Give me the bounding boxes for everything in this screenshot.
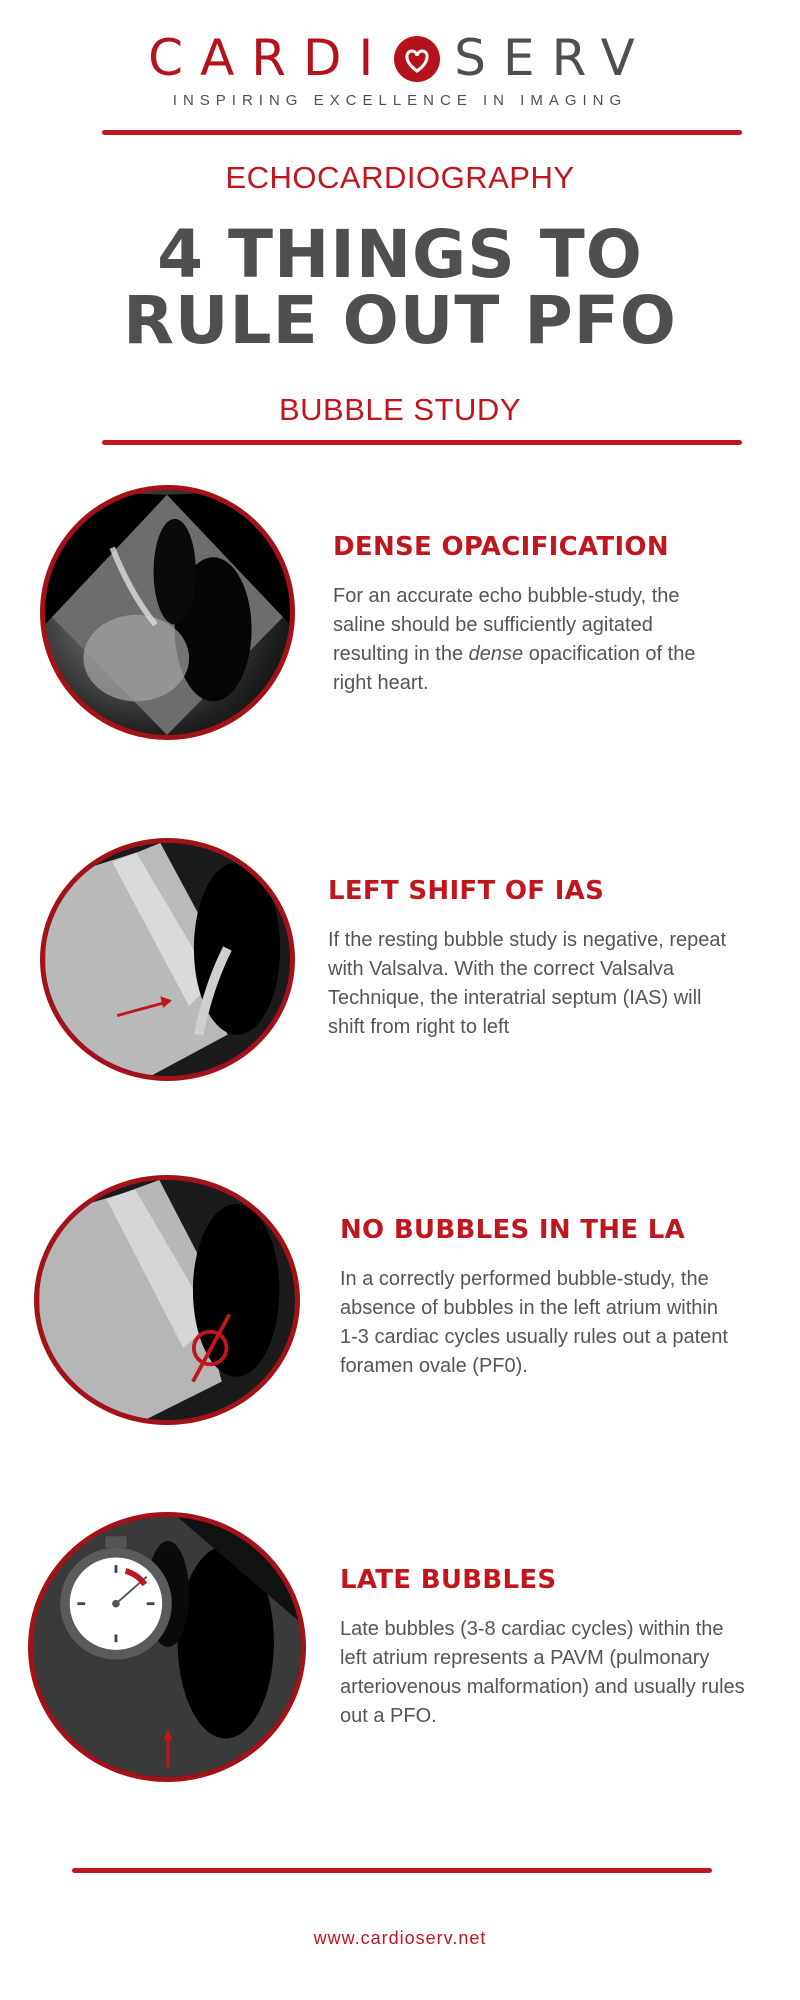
category-label: ECHOCARDIOGRAPHY (225, 160, 575, 195)
logo-text-right: SERV (454, 29, 652, 87)
title-line-1: 4 THINGS TO (157, 216, 643, 293)
section-3-title: NO BUBBLES IN THE LA (340, 1215, 686, 1245)
section-1-body-start: For an accurate echo bubble-study, the saline should be sufficiently agitated resulting in the (333, 585, 680, 665)
section-1-body-end: opacification of the right heart. (333, 643, 696, 694)
section-1-title: DENSE OPACIFICATION (333, 532, 669, 562)
left-shift-ias-image (40, 838, 295, 1081)
intro-divider (102, 440, 742, 445)
subtitle: BUBBLE STUDY (278, 392, 521, 427)
echo-empty-set-icon (39, 1180, 295, 1420)
section-2-title: LEFT SHIFT OF IAS (328, 876, 605, 906)
section-1-body-emphasis: dense (468, 643, 524, 665)
echo-apical-view-icon (45, 490, 290, 735)
section-4-body: Late bubbles (3-8 cardiac cycles) within the left atrium represents a PAVM (pulmonary arteriovenous malformation) and usually rules out a PFO. (340, 1618, 745, 1727)
dense-opacification-image (40, 485, 295, 740)
heart-logo-icon (394, 36, 440, 82)
header-divider (102, 130, 742, 135)
no-bubbles-la-image (34, 1175, 300, 1425)
section-2-body: If the resting bubble study is negative, repeat with Valsalva. With the correct Valsalva Technique, the interatrial septum (IAS) will shift from right to left (328, 929, 727, 1038)
tagline: INSPIRING EXCELLENCE IN IMAGING (172, 92, 628, 109)
late-bubbles-image (28, 1512, 306, 1782)
section-3-body: In a correctly performed bubble-study, the absence of bubbles in the left atrium within 1-3 cardiac cycles usually rules out a patent foramen ovale (PF0). (340, 1268, 728, 1377)
website-link[interactable]: www.cardioserv.net (313, 1928, 487, 1948)
logo-text-left: CARDI (148, 29, 391, 87)
page-title (0, 216, 800, 359)
title-line-2: RULE OUT PFO (123, 282, 677, 359)
footer-divider (72, 1868, 712, 1873)
section-4-title: LATE BUBBLES (340, 1565, 557, 1595)
echo-septum-arrow-icon (45, 843, 290, 1076)
echo-stopwatch-icon (33, 1517, 301, 1777)
brand-logo (0, 28, 800, 88)
section-1-body (333, 582, 733, 698)
